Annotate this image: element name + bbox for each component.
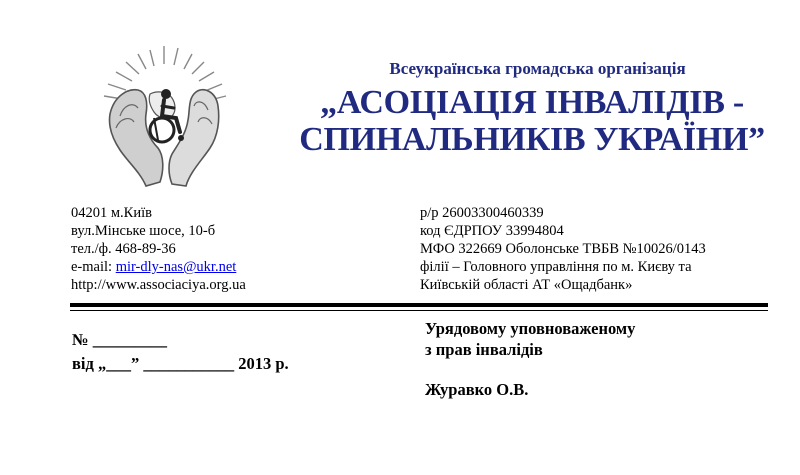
recipient-block bbox=[425, 318, 635, 400]
email-label: e-mail: bbox=[71, 259, 116, 275]
postal-address: 04201 м.Київ bbox=[71, 205, 152, 221]
email-line bbox=[71, 258, 246, 276]
document-number-field: № _________ bbox=[72, 330, 167, 349]
bank-branch-line1: філії – Головного управління по м. Києву та bbox=[420, 259, 692, 275]
phone-number: тел./ф. 468-89-36 bbox=[71, 241, 176, 257]
header-divider-thick bbox=[70, 303, 768, 307]
bank-details bbox=[420, 204, 706, 294]
street-address: вул.Мінське шосе, 10-б bbox=[71, 223, 216, 239]
document-reference bbox=[72, 328, 289, 376]
recipient-title-line2: з прав інвалідів bbox=[425, 340, 543, 359]
organization-name-line2: СПИНАЛЬНИКІВ УКРАЇНИ” bbox=[299, 121, 765, 158]
edrpou-code: код ЄДРПОУ 33994804 bbox=[420, 223, 564, 239]
recipient-name: Журавко О.В. bbox=[425, 380, 529, 399]
organization-name-line1: „АСОЦІАЦІЯ ІНВАЛІДІВ - bbox=[320, 84, 744, 121]
mfo-code: МФО 322669 Оболонське ТВБВ №10026/0143 bbox=[420, 241, 706, 257]
email-link[interactable]: mir-dly-nas@ukr.net bbox=[115, 259, 237, 275]
wheelchair-in-hands-logo bbox=[84, 36, 254, 196]
organization-logo bbox=[84, 36, 254, 196]
recipient-title-line1: Урядовому уповноваженому bbox=[425, 319, 636, 338]
bank-branch-line2: Київській області АТ «Ощадбанк» bbox=[420, 277, 633, 293]
header-divider-thin bbox=[70, 310, 768, 311]
bank-account: р/р 26003300460339 bbox=[420, 205, 544, 221]
document-date-field: від „___” ___________ 2013 р. bbox=[72, 354, 289, 373]
website-link[interactable]: http://www.associaciya.org.ua bbox=[71, 277, 246, 293]
address-block bbox=[71, 204, 246, 294]
organization-type: Всеукраїнська громадська організація bbox=[389, 59, 686, 78]
organization-name bbox=[262, 84, 800, 158]
